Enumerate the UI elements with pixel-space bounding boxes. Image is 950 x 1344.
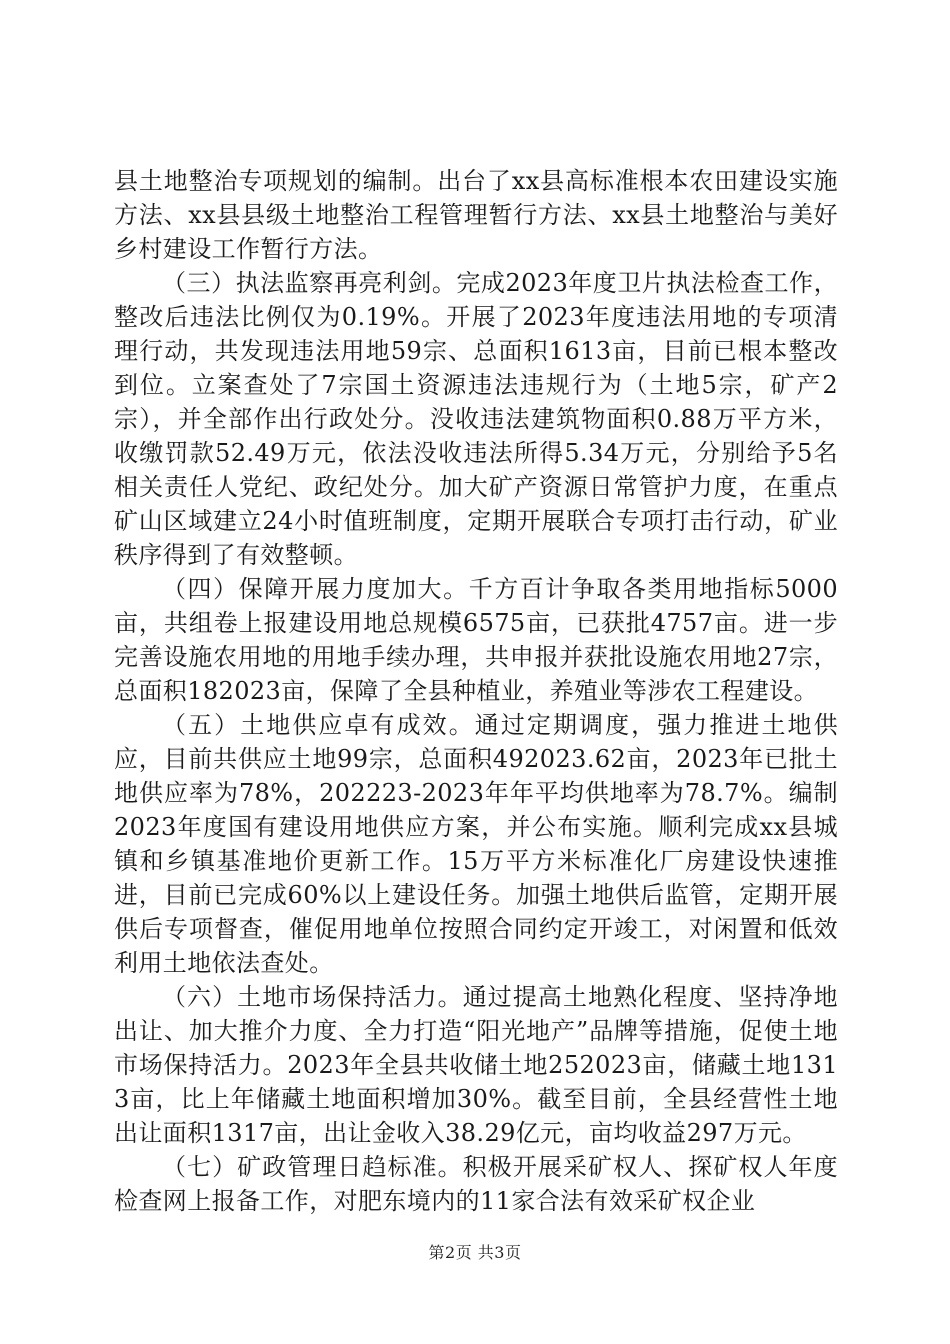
document-body xyxy=(114,164,838,1218)
paragraph-continued-planning: 县土地整治专项规划的编制。出台了xx县高标准根本农田建设实施方法、xx县县级土地整治工程管理暂行方法、xx县土地整治与美好乡村建设工作暂行方法。 xyxy=(114,167,838,263)
paragraph-mining-management: （七）矿政管理日趋标准。积极开展采矿权人、探矿权人年度检查网上报备工作，对肥东境内的11家合法有效采矿权企业 xyxy=(114,1153,838,1215)
page-number-footer: 第2页 共3页 xyxy=(428,1243,522,1262)
paragraph-land-market: （六）土地市场保持活力。通过提高土地熟化程度、坚持净地出让、加大推介力度、全力打造“阳光地产”品牌等措施，促使土地市场保持活力。2023年全县共收储土地252023亩，储藏土地1313亩，比上年储藏土地面积增加30%。截至目前，全县经营性土地出让面积1317亩，出让金收入38.29亿元，亩均收益297万元。 xyxy=(114,983,838,1147)
paragraph-land-guarantee: （四）保障开展力度加大。千方百计争取各类用地指标5000亩，共组卷上报建设用地总规模6575亩，已获批4757亩。进一步完善设施农用地的用地手续办理，共申报并获批设施农用地27宗，总面积182023亩，保障了全县种植业，养殖业等涉农工程建设。 xyxy=(114,575,838,705)
paragraph-land-supply: （五）土地供应卓有成效。通过定期调度，强力推进土地供应，目前共供应土地99宗，总面积492023.62亩，2023年已批土地供应率为78%，202223-2023年年平均供地率为78.7%。编制2023年度国有建设用地供应方案，并公布实施。顺利完成xx县城镇和乡镇基准地价更新工作。15万平方米标准化厂房建设快速推进，目前已完成60%以上建设任务。加强土地供后监管，定期开展供后专项督查，催促用地单位按照合同约定开竣工，对闲置和低效利用土地依法查处。 xyxy=(114,711,838,977)
paragraph-law-enforcement: （三）执法监察再亮利剑。完成2023年度卫片执法检查工作，整改后违法比例仅为0.19%。开展了2023年度违法用地的专项清理行动，共发现违法用地59宗、总面积1613亩，目前已根本整改到位。立案查处了7宗国土资源违法违规行为（土地5宗，矿产2宗），并全部作出行政处分。没收违法建筑物面积0.88万平方米，收缴罚款52.49万元，依法没收违法所得5.34万元，分别给予5名相关责任人党纪、政纪处分。加大矿产资源日常管护力度，在重点矿山区域建立24小时值班制度，定期开展联合专项打击行动，矿业秩序得到了有效整顿。 xyxy=(114,269,838,569)
